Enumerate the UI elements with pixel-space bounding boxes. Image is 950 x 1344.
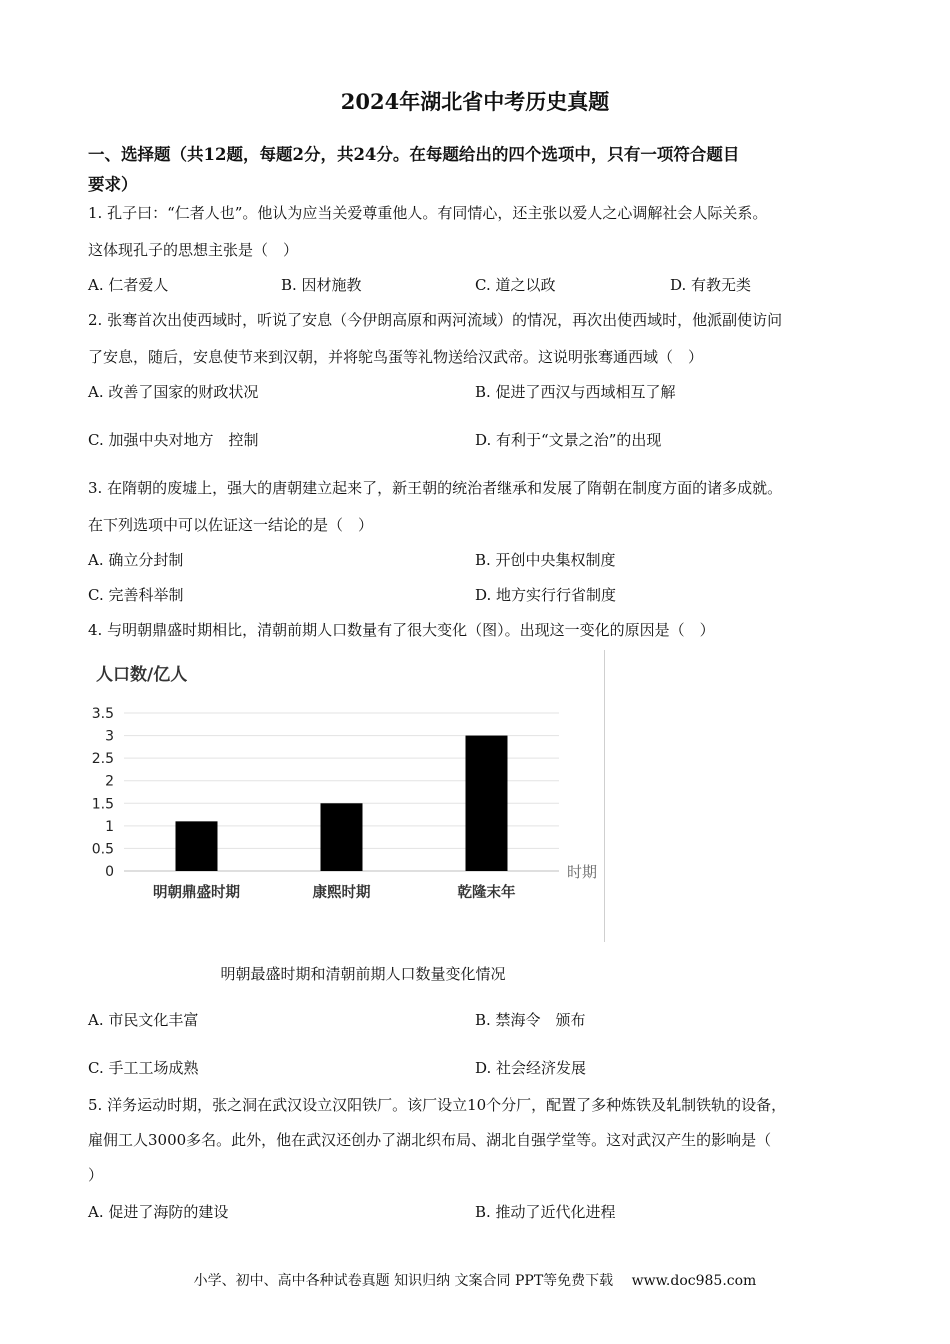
q1-stem-line2: 这体现孔子的思想主张是（ ） (88, 241, 299, 259)
figure-caption: 明朝最盛时期和清朝前期人口数量变化情况 (220, 965, 506, 983)
y-tick-label: 0 (105, 864, 114, 880)
q2-stem-line2: 了安息，随后，安息使节来到汉朝，并将鸵鸟蛋等礼物送给汉武帝。这说明张骞通西域（ ） (88, 348, 704, 366)
q3-option-c: C. 完善科举制 (88, 586, 184, 604)
x-axis-label: 时期 (567, 863, 598, 881)
q2-option-a: A. 改善了国家的财政状况 (88, 383, 259, 401)
q5-option-b: B. 推动了近代化进程 (475, 1203, 616, 1221)
y-tick-label: 2 (105, 773, 114, 790)
q5-stem-line1: 5. 洋务运动时期，张之洞在武汉设立汉阳铁厂。该厂设立10个分厂，配置了多种炼铁及轧制铁轨的设备， (88, 1096, 787, 1114)
section-heading-line1: 一、选择题（共12题，每题2分，共24分。在每题给出的四个选项中，只有一项符合题目 (88, 145, 740, 164)
population-bar-chart (84, 652, 624, 922)
q4-option-b: B. 禁海令 颁布 (475, 1011, 586, 1029)
q5-stem-line2: 雇佣工人3000多名。此外，他在武汉还创办了湖北织布局、湖北自强学堂等。这对武汉产生的影响是（ (88, 1131, 772, 1149)
figure-divider (604, 650, 605, 942)
q5-stem-line3: ） (88, 1166, 104, 1184)
y-tick-label: 0.5 (91, 841, 114, 858)
y-tick-label: 1 (105, 818, 114, 835)
q3-stem-line1: 3. 在隋朝的废墟上，强大的唐朝建立起来了，新王朝的统治者继承和发展了隋朝在制度方面的诸多成就。 (88, 479, 783, 497)
q5-option-a: A. 促进了海防的建设 (88, 1203, 229, 1221)
y-axis-label: 人口数/亿人 (96, 665, 188, 685)
q2-stem-line1: 2. 张骞首次出使西域时，听说了安息（今伊朗高原和两河流域）的情况，再次出使西域时，他派副使访问 (88, 311, 783, 329)
bar (176, 821, 218, 871)
q1-option-d: D. 有教无类 (670, 276, 752, 294)
q2-option-b: B. 促进了西汉与西域相互了解 (475, 383, 676, 401)
x-tick-label: 康熙时期 (312, 885, 371, 901)
bar (466, 736, 508, 871)
q3-option-d: D. 地方实行行省制度 (475, 586, 617, 604)
page-title: 2024年湖北省中考历史真题 (340, 89, 610, 114)
q2-option-c: C. 加强中央对地方 控制 (88, 431, 259, 449)
y-tick-label: 2.5 (91, 751, 114, 768)
bar (321, 803, 363, 871)
q3-stem-line2: 在下列选项中可以佐证这一结论的是（ ） (88, 516, 374, 534)
y-tick-label: 3 (105, 728, 114, 745)
q4-option-d: D. 社会经济发展 (475, 1059, 587, 1077)
q4-option-c: C. 手工工场成熟 (88, 1059, 199, 1077)
q4-option-a: A. 市民文化丰富 (88, 1011, 199, 1029)
q1-option-a: A. 仁者爱人 (88, 276, 169, 294)
x-tick-label: 乾隆末年 (457, 885, 516, 901)
y-tick-label: 3.5 (91, 706, 114, 722)
x-tick-label: 明朝鼎盛时期 (153, 885, 240, 901)
q3-option-a: A. 确立分封制 (88, 551, 184, 569)
q1-stem-line1: 1. 孔子曰：“仁者人也”。他认为应当关爱尊重他人。有同情心，还主张以爱人之心调解社会人际关系。 (88, 204, 768, 222)
q2-option-d: D. 有利于“文景之治”的出现 (475, 431, 662, 449)
y-tick-label: 1.5 (91, 796, 114, 813)
q1-option-c: C. 道之以政 (475, 276, 556, 294)
q3-option-b: B. 开创中央集权制度 (475, 551, 616, 569)
section-heading-line2: 要求） (88, 175, 138, 194)
q4-stem-line1: 4. 与明朝鼎盛时期相比，清朝前期人口数量有了很大变化（图）。出现这一变化的原因是（ ） (88, 621, 715, 639)
q1-option-b: B. 因材施教 (281, 276, 362, 294)
page-footer: 小学、初中、高中各种试卷真题 知识归纳 文案合同 PPT等免费下载 www.doc985.com (193, 1273, 757, 1289)
